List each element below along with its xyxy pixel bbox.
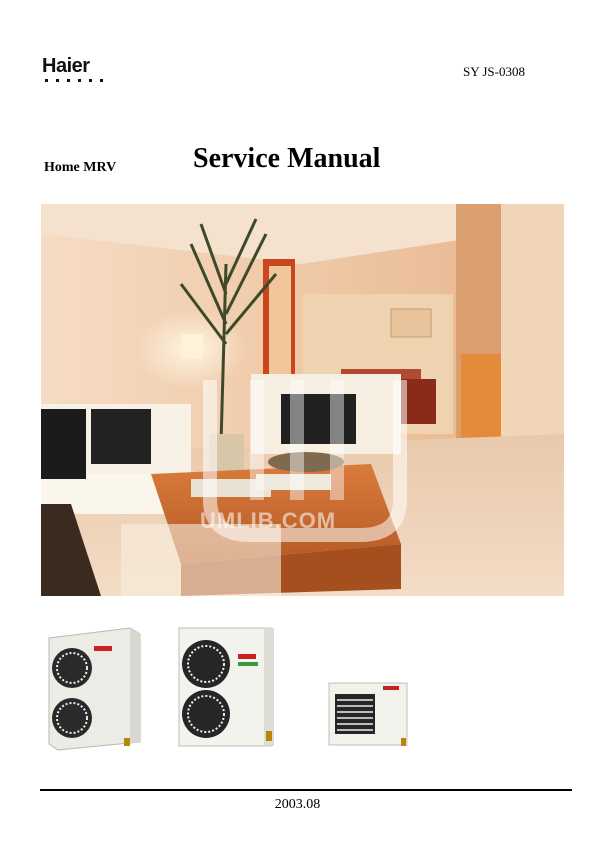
- outdoor-unit-small-icon: [327, 680, 413, 754]
- watermark-text: UMLIB.COM: [200, 508, 337, 533]
- footer-divider: [40, 789, 572, 791]
- outdoor-unit-tall-icon: [176, 626, 278, 752]
- brand-logo: [42, 56, 122, 86]
- living-room-photo: [41, 204, 564, 596]
- product-name: Home MRV: [44, 160, 117, 175]
- brand-logo-text: Haier: [42, 55, 90, 77]
- outdoor-unit-large-icon: [44, 626, 144, 752]
- document-number: SY JS-0308: [462, 64, 525, 79]
- publication-date: 2003.08: [274, 797, 321, 812]
- brand-logo-dots: [42, 79, 122, 82]
- page-title: Service Manual: [193, 143, 381, 174]
